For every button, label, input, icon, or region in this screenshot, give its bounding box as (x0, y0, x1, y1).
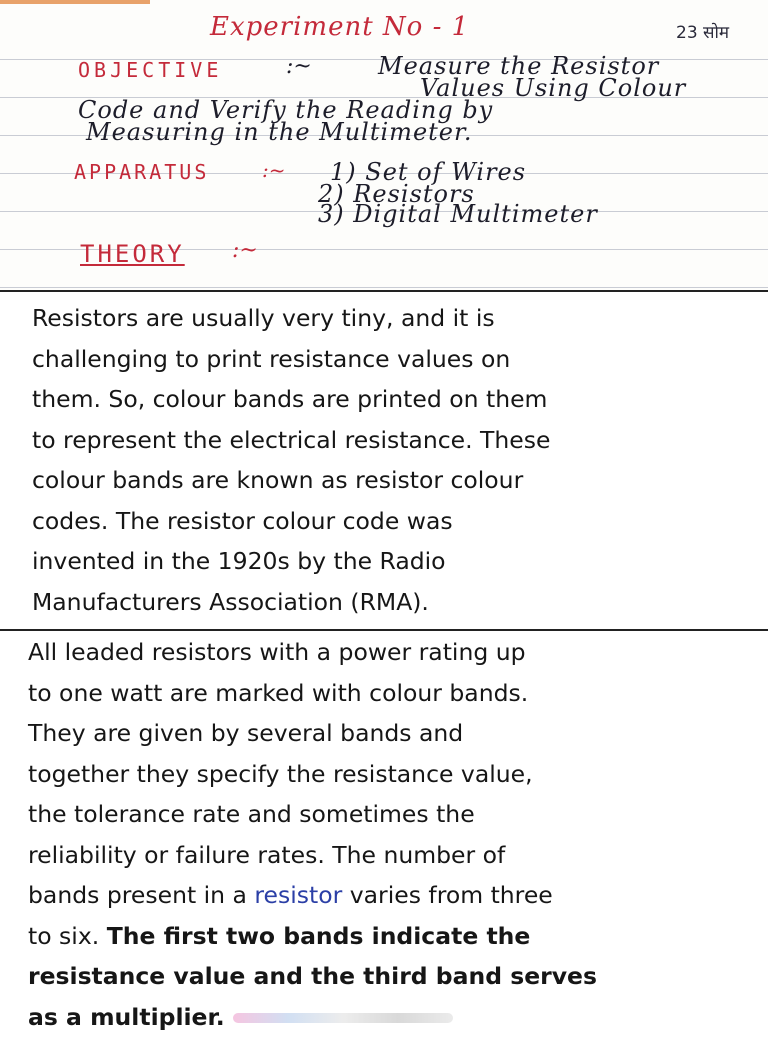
apparatus-label: APPARATUS (74, 160, 209, 184)
objective-line: Values Using Colour (420, 74, 686, 102)
text-line (28, 997, 758, 1037)
blurred-text-smudge (233, 1013, 453, 1023)
apparatus-item: 2) Resistors (318, 180, 475, 208)
text-line: challenging to print resistance values on (32, 339, 762, 380)
text-line: them. So, colour bands are printed on them (32, 379, 762, 420)
objective-line: Measuring in the Multimeter. (86, 118, 472, 146)
text-line: to one watt are marked with colour bands. (28, 673, 758, 714)
page-number: 23 सोम (676, 20, 729, 43)
apparatus-separator: :~ (262, 158, 286, 182)
text-segment: bands present in a (28, 881, 254, 909)
text-line: reliability or failure rates. The number of (28, 835, 758, 876)
text-line (28, 875, 758, 916)
theory-label: THEORY (80, 240, 185, 268)
text-line: Manufacturers Association (RMA). (32, 582, 762, 623)
bold-text-line: resistance value and the third band serves (28, 956, 758, 997)
theory-separator: :~ (232, 238, 258, 263)
text-segment: varies from three (342, 881, 552, 909)
resistor-link[interactable]: resistor (254, 881, 342, 909)
apparatus-item: 3) Digital Multimeter (318, 200, 598, 228)
theory-paragraph-2 (28, 632, 758, 1037)
text-line: codes. The resistor colour code was (32, 501, 762, 542)
objective-line: Measure the Resistor (378, 52, 659, 80)
bold-text: as a multiplier. (28, 1003, 225, 1031)
text-segment: to six. (28, 922, 107, 950)
apparatus-item: 1) Set of Wires (330, 158, 526, 186)
text-line: colour bands are known as resistor colour (32, 460, 762, 501)
theory-paragraph-1 (32, 298, 762, 622)
text-line: to represent the electrical resistance. These (32, 420, 762, 461)
text-line: All leaded resistors with a power rating up (28, 632, 758, 673)
text-line (28, 916, 758, 957)
page-edge-strip (0, 0, 150, 4)
objective-line: Code and Verify the Reading by (78, 96, 493, 124)
text-line: invented in the 1920s by the Radio (32, 541, 762, 582)
objective-label: OBJECTIVE (78, 58, 222, 82)
text-line: together they specify the resistance value, (28, 754, 758, 795)
experiment-title: Experiment No - 1 (210, 12, 469, 42)
section-divider (0, 629, 768, 631)
text-line: They are given by several bands and (28, 713, 758, 754)
bold-text: The first two bands indicate the (107, 922, 531, 950)
handwritten-notes (0, 0, 768, 292)
objective-separator: :~ (286, 54, 312, 79)
section-divider (0, 290, 768, 292)
text-line: Resistors are usually very tiny, and it is (32, 298, 762, 339)
text-line: the tolerance rate and sometimes the (28, 794, 758, 835)
